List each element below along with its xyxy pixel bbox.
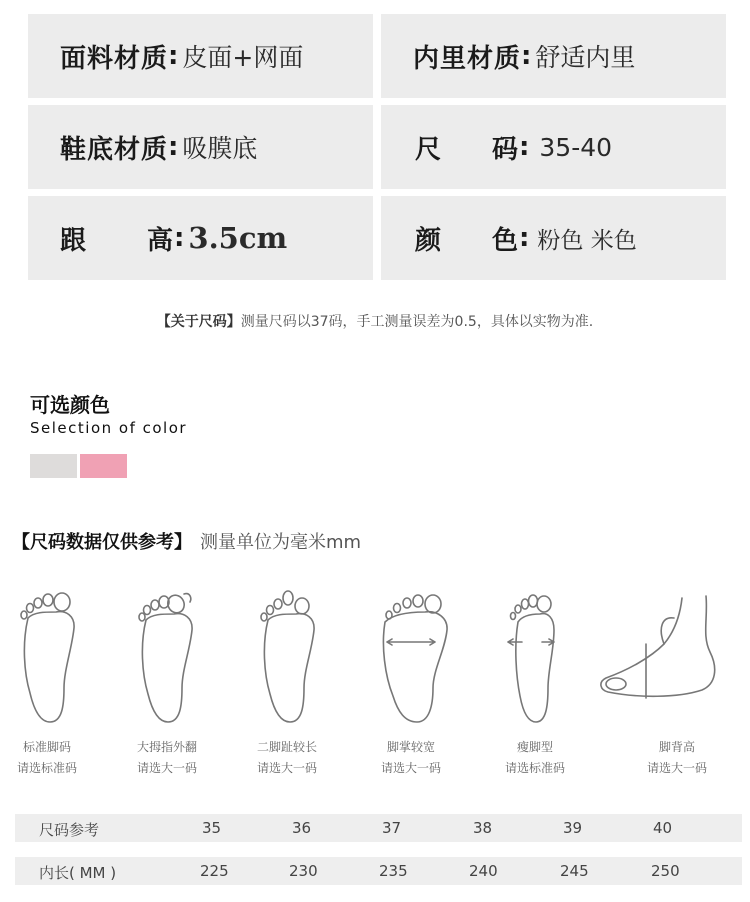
foot-caption-standard xyxy=(0,737,102,779)
size-cell: 39 xyxy=(563,819,583,837)
foot-caption-long-second-toe xyxy=(232,737,342,779)
spec-colon: : xyxy=(174,223,185,253)
spec-value: 3.5cm xyxy=(188,221,288,255)
spec-size xyxy=(381,105,726,189)
length-cell: 225 xyxy=(200,862,229,880)
color-swatch-beige[interactable] xyxy=(30,454,77,478)
size-cell: 40 xyxy=(653,819,673,837)
spec-key-char: 尺 xyxy=(415,134,443,165)
foot-type-label: 二脚趾较长 xyxy=(256,740,317,754)
color-swatch-pink[interactable] xyxy=(80,454,127,478)
size-row-label: 尺码参考 xyxy=(39,821,100,839)
spec-key xyxy=(60,220,174,257)
size-note xyxy=(0,311,750,331)
foot-advice-label: 请选大一码 xyxy=(256,761,317,775)
size-cell: 35 xyxy=(202,819,222,837)
spec-key: 内里材质 xyxy=(413,43,522,74)
long-second-toe-foot-icon xyxy=(240,588,350,728)
wide-foot-icon xyxy=(365,588,475,728)
length-cell: 235 xyxy=(379,862,408,880)
spec-key-char: 颜 xyxy=(415,225,443,256)
length-cell: 250 xyxy=(651,862,680,880)
spec-key xyxy=(415,129,519,166)
spec-value: 舒适内里 xyxy=(535,43,636,72)
length-row xyxy=(15,857,742,885)
foot-type-label: 标准脚码 xyxy=(22,740,71,754)
spec-value: 皮面+网面 xyxy=(182,43,304,72)
spec-sole-material xyxy=(28,105,373,189)
spec-key-char: 高 xyxy=(146,225,174,256)
spec-colon: : xyxy=(521,41,532,71)
bunion-foot-icon xyxy=(118,588,228,728)
color-options-title: 可选颜色 xyxy=(30,393,110,417)
foot-caption-wide xyxy=(356,737,466,779)
size-note-label: 【关于尺码】 xyxy=(156,314,241,330)
narrow-foot-icon xyxy=(488,588,598,728)
length-row-label: 内长( MM ) xyxy=(39,864,117,882)
spec-key: 面料材质 xyxy=(60,43,169,74)
foot-type-label: 大拇指外翻 xyxy=(136,740,197,754)
foot-caption-bunion xyxy=(112,737,222,779)
high-instep-foot-icon xyxy=(598,588,728,728)
foot-advice-label: 请选标准码 xyxy=(504,761,565,775)
standard-foot-icon xyxy=(0,588,110,728)
spec-color xyxy=(381,196,726,280)
size-row xyxy=(15,814,742,842)
spec-key-char: 跟 xyxy=(60,225,88,256)
spec-key xyxy=(415,220,519,257)
size-cell: 38 xyxy=(473,819,493,837)
foot-advice-label: 请选大一码 xyxy=(380,761,441,775)
size-reference-unit-note: 测量单位为毫米mm xyxy=(200,532,362,553)
foot-advice-label: 请选大一码 xyxy=(136,761,197,775)
foot-type-label: 瘦脚型 xyxy=(516,740,553,754)
length-cell: 245 xyxy=(560,862,589,880)
spec-key-char: 色 xyxy=(491,225,519,256)
spec-upper-material xyxy=(28,14,373,98)
foot-advice-label: 请选大一码 xyxy=(646,761,707,775)
size-cell: 36 xyxy=(292,819,312,837)
spec-key: 鞋底材质 xyxy=(60,134,169,165)
size-reference-header xyxy=(12,528,361,554)
foot-type-label: 脚背高 xyxy=(658,740,695,754)
spec-heel-height xyxy=(28,196,373,280)
size-cell: 37 xyxy=(382,819,402,837)
spec-value: 吸膜底 xyxy=(182,134,258,163)
spec-colon: : xyxy=(519,132,530,162)
spec-lining-material xyxy=(381,14,726,98)
foot-advice-label: 请选标准码 xyxy=(16,761,77,775)
spec-colon: : xyxy=(519,223,530,253)
spec-colon: : xyxy=(168,41,179,71)
length-cell: 240 xyxy=(469,862,498,880)
color-options-subtitle: Selection of color xyxy=(30,419,188,437)
length-cell: 230 xyxy=(289,862,318,880)
foot-caption-high-instep xyxy=(622,737,732,779)
foot-caption-narrow xyxy=(480,737,590,779)
spec-value: 粉色 米色 xyxy=(537,227,637,254)
size-note-text: 测量尺码以37码，手工测量误差为0.5，具体以实物为准. xyxy=(240,314,594,330)
spec-colon: : xyxy=(168,132,179,162)
spec-value: 35-40 xyxy=(539,132,613,162)
spec-key-char: 码 xyxy=(491,134,519,165)
foot-type-label: 脚掌较宽 xyxy=(386,740,435,754)
size-reference-title: 【尺码数据仅供参考】 xyxy=(12,532,192,553)
